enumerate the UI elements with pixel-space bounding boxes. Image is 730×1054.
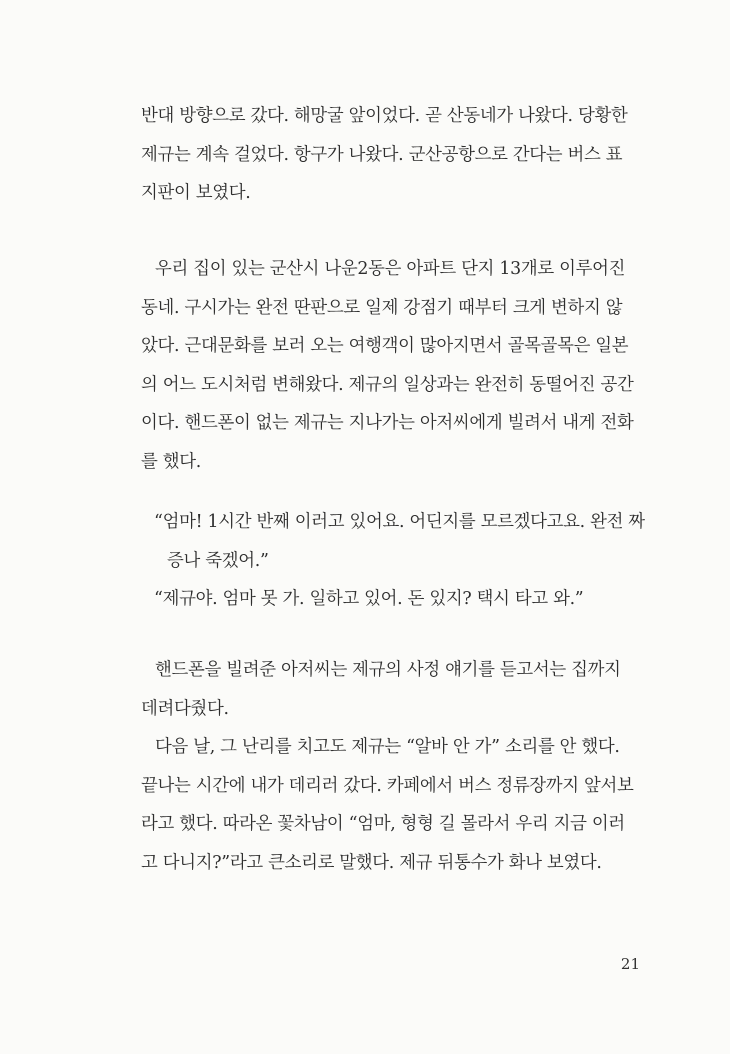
text-line: 의 어느 도시처럼 변해왔다. 제규의 일상과는 완전히 동떨어진 공간 [141,374,634,395]
text-line: 제규는 계속 걸었다. 항구가 나왔다. 군산공항으로 간다는 버스 표 [141,144,623,165]
text-line: 이다. 핸드폰이 없는 제규는 지나가는 아저씨에게 빌려서 내게 전화 [141,413,634,433]
dialogue-block [154,503,645,619]
dialogue-line: “엄마! 1시간 반째 이러고 있어요. 어딘지를 모르겠다고요. 완전 짜 [154,512,645,532]
text-line: 고 다니지?”라고 큰소리로 말했다. 제규 뒤통수가 화나 보였다. [141,852,602,873]
paragraph-2 [141,250,634,481]
text-line: 끝나는 시간에 내가 데리러 갔다. 카페에서 버스 정류장까지 앞서보 [141,775,634,796]
text-line: 를 했다. [141,451,201,472]
paragraph-1 [141,97,628,213]
dialogue-line: 증나 죽겠어.” [167,550,269,571]
text-line: 핸드폰을 빌려준 아저씨는 제규의 사정 얘기를 듣고서는 집까지 [155,660,621,680]
text-line: 우리 집이 있는 군산시 나운2동은 아파트 단지 13개로 이루어진 [155,259,626,279]
text-line: 반대 방향으로 갔다. 해망굴 앞이었다. 곧 산동네가 나왔다. 당황한 [141,106,628,126]
page-number: 21 [620,955,640,973]
text-line: 동네. 구시가는 완전 딴판으로 일제 강점기 때부터 크게 변하지 않 [141,297,623,318]
paragraph-4 [141,651,634,882]
text-line: 다음 날, 그 난리를 치고도 제규는 “알바 안 가” 소리를 안 했다. [155,737,620,757]
text-line: 지판이 보였다. [141,183,251,203]
text-line: 라고 했다. 따라온 꽃차남이 “엄마, 형형 길 몰라서 우리 지금 이러 [141,814,625,834]
text-line: 데려다줬다. [141,698,229,719]
text-line: 았다. 근대문화를 보러 오는 여행객이 많아지면서 골목골목은 일본 [141,336,629,356]
dialogue-line: “제규야. 엄마 못 가. 일하고 있어. 돈 있지? 택시 타고 와.” [154,589,584,609]
